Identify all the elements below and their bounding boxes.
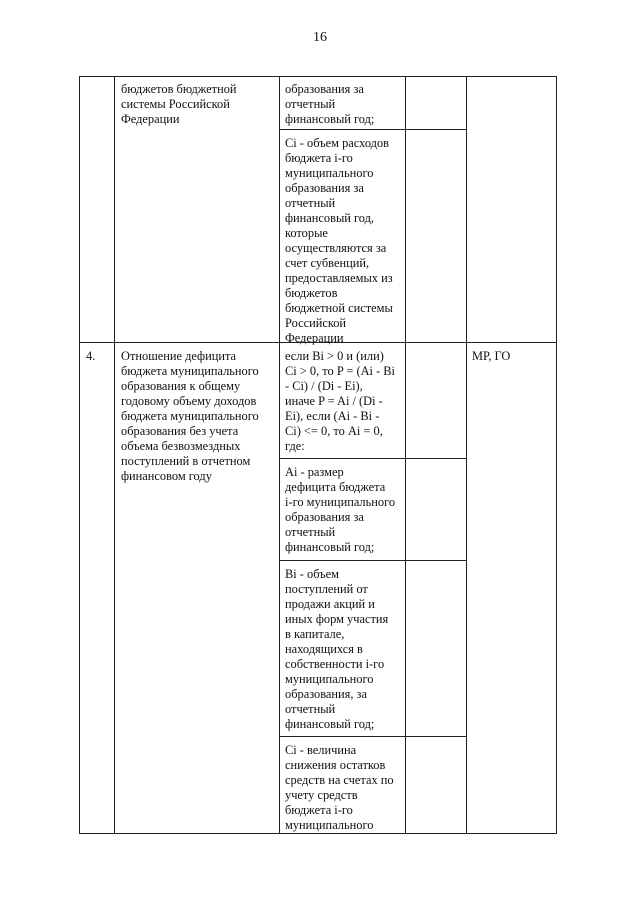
subrow-divider <box>279 736 466 737</box>
formula-part: образования за отчетный финансовый год; <box>285 82 375 126</box>
column-divider-name <box>114 76 115 834</box>
formula-part: Bi - объем поступлений от продажи акций и иных форм участия в капитале, находящихся в собственности i-го муниципального образования, за отчетный финансовый год; <box>285 567 389 731</box>
indicator-name: бюджетов бюджетной системы Российской Федерации <box>121 82 237 126</box>
column-divider-value <box>405 76 406 834</box>
row-number: 4. <box>86 349 96 363</box>
subrow-divider <box>279 129 466 130</box>
formula-part: если Bi > 0 и (или) Ci > 0, то P = (Ai - Bi - Ci) / (Di - Ei), иначе P = Ai / (Di - Ei), если (Ai - Bi - Ci) <= 0, то Ai = 0, где: <box>285 349 395 453</box>
column-divider-formula <box>279 76 280 834</box>
table-border-right <box>556 76 557 834</box>
table-border-bottom <box>79 833 557 834</box>
subrow-divider <box>279 560 466 561</box>
table-border-left <box>79 76 80 834</box>
page-number: 16 <box>313 30 327 45</box>
subrow-divider <box>279 458 466 459</box>
table-border-top <box>79 76 557 77</box>
formula-part: Ai - размер дефицита бюджета i-го муниципального образования за отчетный финансовый год; <box>285 465 396 554</box>
formula-part: Ci - объем расходов бюджета i-го муниципального образования за отчетный финансовый год, которые осуществляются за счет субвенций, предоставляемых из бюджетов бюджетной системы Российской Федерации <box>285 136 393 345</box>
indicator-name: Отношение дефицита бюджета муниципального образования к общему годовому объему доходов бюджета муниципального образования без учета объема безвозмездных поступлений в отчетном финансовом году <box>121 349 259 483</box>
column-divider-level <box>466 76 467 834</box>
formula-part: Ci - величина снижения остатков средств на счетах по учету средств бюджета i-го муниципального <box>285 743 394 832</box>
municipality-level: МР, ГО <box>472 349 511 363</box>
